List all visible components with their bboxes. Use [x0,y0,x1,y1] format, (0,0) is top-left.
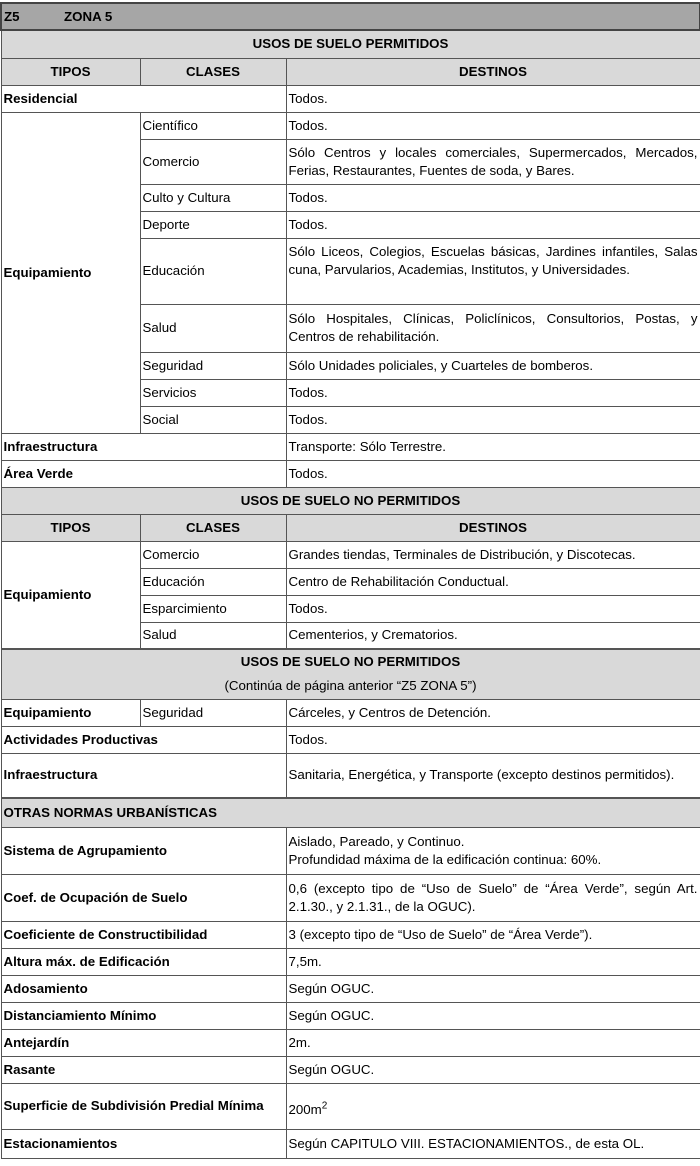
destino-cell: Todos. [286,460,700,487]
norma-label: Coef. de Ocupación de Suelo [1,874,286,921]
norma-label: Adosamiento [1,975,286,1002]
zone-norms-table [0,2,700,1159]
norma-value: 2m. [286,1029,700,1056]
norma-label: Sistema de Agrupamiento [1,827,286,874]
destino-cell: Sólo Centros y locales comerciales, Supermercados, Mercados, Ferias, Restaurantes, Fuentes de soda, y Bares. [286,139,700,184]
destino-cell: Todos. [286,379,700,406]
tipo-cell: Infraestructura [1,753,286,798]
norma-label: Altura máx. de Edificación [1,948,286,975]
norma-value-text: 200m [288,1102,322,1117]
destino-cell: Sanitaria, Energética, y Transporte (excepto destinos permitidos). [286,753,700,798]
zone-name: ZONA 5 [64,8,113,24]
destino-cell: Todos. [286,85,700,112]
clase-cell: Seguridad [140,352,286,379]
destino-cell: Todos. [286,406,700,433]
norma-label: Rasante [1,1056,286,1083]
destino-cell: Centro de Rehabilitación Conductual. [286,568,700,595]
norma-label: Coeficiente de Constructibilidad [1,921,286,948]
norma-value: 7,5m. [286,948,700,975]
tipo-cell: Residencial [1,85,286,112]
section-title-otras-normas: OTRAS NORMAS URBANÍSTICAS [1,798,700,827]
destino-cell: Grandes tiendas, Terminales de Distribución, y Discotecas. [286,541,700,568]
clase-cell: Seguridad [140,699,286,726]
destino-cell: Cárceles, y Centros de Detención. [286,699,700,726]
clase-cell: Educación [140,568,286,595]
destino-cell: Todos. [286,726,700,753]
col-header-clases: CLASES [140,58,286,85]
clase-cell: Culto y Cultura [140,184,286,211]
norma-label: Antejardín [1,1029,286,1056]
destino-cell: Cementerios, y Crematorios. [286,622,700,649]
clase-cell: Salud [140,304,286,352]
norma-value [286,827,700,874]
norma-value: Según OGUC. [286,1002,700,1029]
destino-cell: Todos. [286,595,700,622]
norma-value-line: Aislado, Pareado, y Continuo. [288,833,465,849]
zone-code: Z5 [4,8,20,24]
norma-value: 3 (excepto tipo de “Uso de Suelo” de “Área Verde”). [286,921,700,948]
tipo-cell: Actividades Productivas [1,726,286,753]
clase-cell: Salud [140,622,286,649]
tipo-cell: Equipamiento [1,541,140,649]
tipo-cell: Equipamiento [1,699,140,726]
tipo-cell: Área Verde [1,460,286,487]
norma-value: 0,6 (excepto tipo de “Uso de Suelo” de “Área Verde”, según Art. 2.1.30., y 2.1.31., de la OGUC). [286,874,700,921]
norma-value [286,1083,700,1129]
norma-value-line: Profundidad máxima de la edificación continua: 60%. [288,851,602,867]
clase-cell: Comercio [140,541,286,568]
col-header-tipos: TIPOS [1,514,140,541]
norma-value-superscript: 2 [321,1100,328,1112]
clase-cell: Científico [140,112,286,139]
norma-label: Estacionamientos [1,1129,286,1158]
section-subtitle: (Continúa de página anterior “Z5 ZONA 5”) [224,678,477,694]
destino-cell: Todos. [286,112,700,139]
clase-cell: Deporte [140,211,286,238]
destino-cell: Todos. [286,211,700,238]
section-title: USOS DE SUELO NO PERMITIDOS [240,654,461,670]
clase-cell: Social [140,406,286,433]
section-title-permitidos: USOS DE SUELO PERMITIDOS [1,30,700,58]
norma-value: Según CAPITULO VIII. ESTACIONAMIENTOS., de esta OL. [286,1129,700,1158]
destino-cell: Sólo Liceos, Colegios, Escuelas básicas, Jardines infantiles, Salas cuna, Parvularios, Academias, Institutos, y Universidades. [286,238,700,304]
tipo-cell: Equipamiento [1,112,140,433]
table-row [1,85,700,112]
clase-cell: Esparcimiento [140,595,286,622]
section-title-no-permitidos-cont [1,649,700,699]
norma-value: Según OGUC. [286,975,700,1002]
clase-cell: Educación [140,238,286,304]
norma-label: Distanciamiento Mínimo [1,1002,286,1029]
destino-cell: Transporte: Sólo Terrestre. [286,433,700,460]
norma-label: Superficie de Subdivisión Predial Mínima [1,1083,286,1129]
clase-cell: Comercio [140,139,286,184]
col-header-destinos: DESTINOS [286,58,700,85]
destino-cell: Todos. [286,184,700,211]
destino-cell: Sólo Hospitales, Clínicas, Policlínicos, Consultorios, Postas, y Centros de rehabilitación. [286,304,700,352]
norma-value: Según OGUC. [286,1056,700,1083]
col-header-tipos: TIPOS [1,58,140,85]
col-header-destinos: DESTINOS [286,514,700,541]
tipo-cell: Infraestructura [1,433,286,460]
destino-cell: Sólo Unidades policiales, y Cuarteles de bomberos. [286,352,700,379]
zone-header-row [1,3,700,30]
clase-cell: Servicios [140,379,286,406]
section-title-no-permitidos: USOS DE SUELO NO PERMITIDOS [1,487,700,514]
col-header-clases: CLASES [140,514,286,541]
